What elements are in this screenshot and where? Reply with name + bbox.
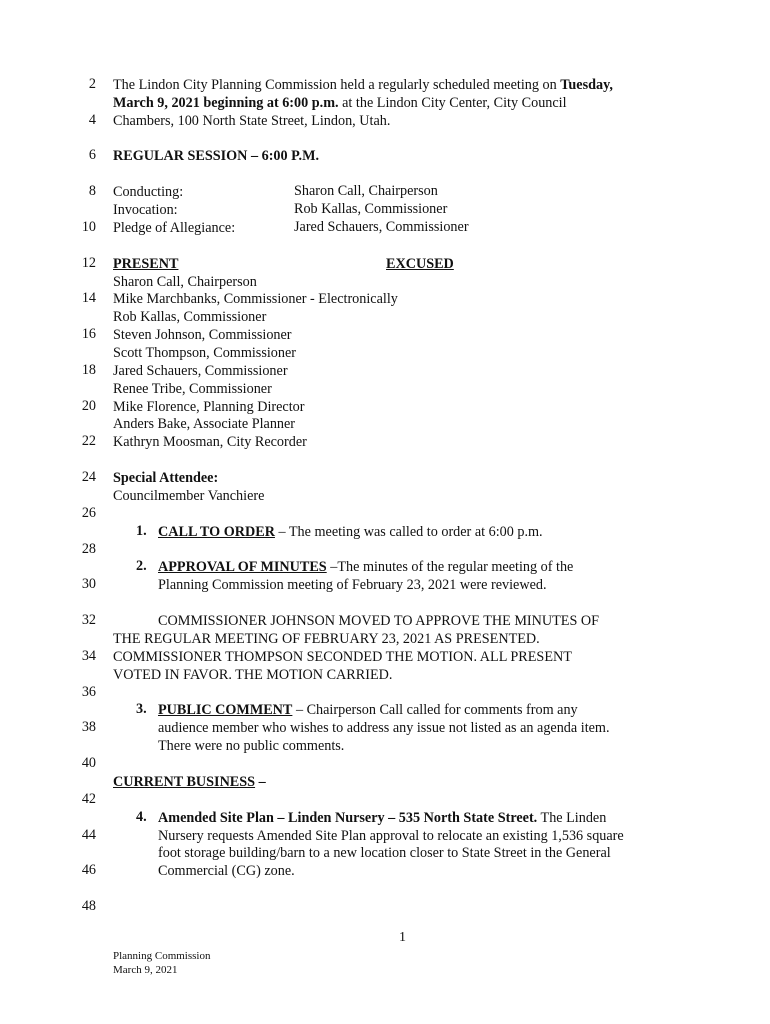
line-number: 8 xyxy=(88,183,96,199)
meeting-date: Tuesday, xyxy=(560,77,613,93)
footer-date: March 9, 2021 xyxy=(113,964,178,976)
special-attendee: Councilmember Vanchiere xyxy=(113,488,265,504)
present-member: Kathryn Moosman, City Recorder xyxy=(113,434,307,450)
role-label: Conducting: xyxy=(113,184,184,200)
item-title: Amended Site Plan – Linden Nursery – 535 North State Street. xyxy=(158,810,538,826)
motion-line: COMMISSIONER THOMPSON SECONDED THE MOTION. ALL PRESENT xyxy=(113,649,572,665)
present-member: Jared Schauers, Commissioner xyxy=(113,363,288,379)
line-number: 2 xyxy=(88,76,96,92)
role-label: Pledge of Allegiance: xyxy=(113,220,236,236)
special-attendee-heading: Special Attendee: xyxy=(113,470,219,486)
current-business-heading xyxy=(113,773,266,791)
item-title: APPROVAL OF MINUTES xyxy=(158,559,327,575)
item-number: 3. xyxy=(136,701,147,717)
item-text: – The meeting was called to order at 6:00 p.m. xyxy=(274,524,543,540)
present-member: Renee Tribe, Commissioner xyxy=(113,381,272,397)
line-number: 44 xyxy=(81,827,96,843)
item-text-line: foot storage building/barn to a new location closer to State Street in the General xyxy=(158,845,611,861)
item-text: – Chairperson Call called for comments from any xyxy=(292,702,578,718)
item-text: –The minutes of the regular meeting of the xyxy=(326,559,574,575)
item-number: 2. xyxy=(136,558,147,574)
line-number: 4 xyxy=(88,112,96,128)
intro-text: The Lindon City Planning Commission held a regularly scheduled meeting on xyxy=(113,77,561,93)
footer-title: Planning Commission xyxy=(113,950,211,962)
role-person: Sharon Call, Chairperson xyxy=(294,183,438,199)
line-number: 16 xyxy=(81,326,96,342)
item-title: CALL TO ORDER xyxy=(158,524,275,540)
present-member: Anders Bake, Associate Planner xyxy=(113,416,296,432)
item-text-line: Commercial (CG) zone. xyxy=(158,863,295,879)
line-number: 22 xyxy=(81,433,96,449)
role-person: Rob Kallas, Commissioner xyxy=(294,201,448,217)
line-number: 46 xyxy=(81,862,96,878)
present-member: Rob Kallas, Commissioner xyxy=(113,309,267,325)
line-number: 26 xyxy=(81,505,96,521)
item-number: 1. xyxy=(136,523,147,539)
meeting-time: March 9, 2021 beginning at 6:00 p.m. xyxy=(113,95,339,111)
page-number: 1 xyxy=(399,930,406,945)
line-number: 40 xyxy=(81,755,96,771)
line-number: 38 xyxy=(81,719,96,735)
section-dash: – xyxy=(255,774,266,790)
section-title: CURRENT BUSINESS xyxy=(113,774,256,790)
motion-line: THE REGULAR MEETING OF FEBRUARY 23, 2021 AS PRESENTED. xyxy=(113,631,540,647)
present-member: Steven Johnson, Commissioner xyxy=(113,327,292,343)
line-number: 30 xyxy=(81,576,96,592)
item-call-to-order xyxy=(158,523,543,541)
line-number: 24 xyxy=(81,469,96,485)
excused-heading: EXCUSED xyxy=(386,256,454,272)
line-number: 10 xyxy=(81,219,96,235)
line-number: 6 xyxy=(88,147,96,163)
line-number: 32 xyxy=(81,612,96,628)
line-number: 28 xyxy=(81,541,96,557)
motion-line: COMMISSIONER JOHNSON MOVED TO APPROVE THE MINUTES OF xyxy=(158,613,600,629)
item-approval-of-minutes xyxy=(158,558,573,576)
present-member: Scott Thompson, Commissioner xyxy=(113,345,297,361)
present-member: Mike Florence, Planning Director xyxy=(113,399,305,415)
item-text-line: audience member who wishes to address any issue not listed as an agenda item. xyxy=(158,720,610,736)
item-title: PUBLIC COMMENT xyxy=(158,702,293,718)
line-number: 34 xyxy=(81,648,96,664)
role-person: Jared Schauers, Commissioner xyxy=(294,219,469,235)
item-text-line: There were no public comments. xyxy=(158,738,345,754)
line-number: 18 xyxy=(81,362,96,378)
line-number: 48 xyxy=(81,898,96,914)
line-number: 14 xyxy=(81,290,96,306)
item-number: 4. xyxy=(136,809,147,825)
present-member: Mike Marchbanks, Commissioner - Electronically xyxy=(113,291,398,307)
line-number: 36 xyxy=(81,684,96,700)
regular-session-heading: REGULAR SESSION – 6:00 P.M. xyxy=(113,148,320,164)
intro-line-1 xyxy=(113,76,613,94)
item-text: The Linden xyxy=(537,810,607,826)
role-label: Invocation: xyxy=(113,202,178,218)
intro-text: at the Lindon City Center, City Council xyxy=(338,95,567,111)
intro-line-2 xyxy=(113,94,567,112)
line-number: 12 xyxy=(81,255,96,271)
present-member: Sharon Call, Chairperson xyxy=(113,274,257,290)
item-text-line: Nursery requests Amended Site Plan approval to relocate an existing 1,536 square xyxy=(158,828,624,844)
line-number: 20 xyxy=(81,398,96,414)
intro-line-3: Chambers, 100 North State Street, Lindon, Utah. xyxy=(113,113,391,129)
item-public-comment xyxy=(158,701,578,719)
line-number: 42 xyxy=(81,791,96,807)
item-text-line: Planning Commission meeting of February 23, 2021 were reviewed. xyxy=(158,577,547,593)
item-amended-site-plan xyxy=(158,809,606,827)
motion-line: VOTED IN FAVOR. THE MOTION CARRIED. xyxy=(113,667,393,683)
present-heading: PRESENT xyxy=(113,256,179,272)
